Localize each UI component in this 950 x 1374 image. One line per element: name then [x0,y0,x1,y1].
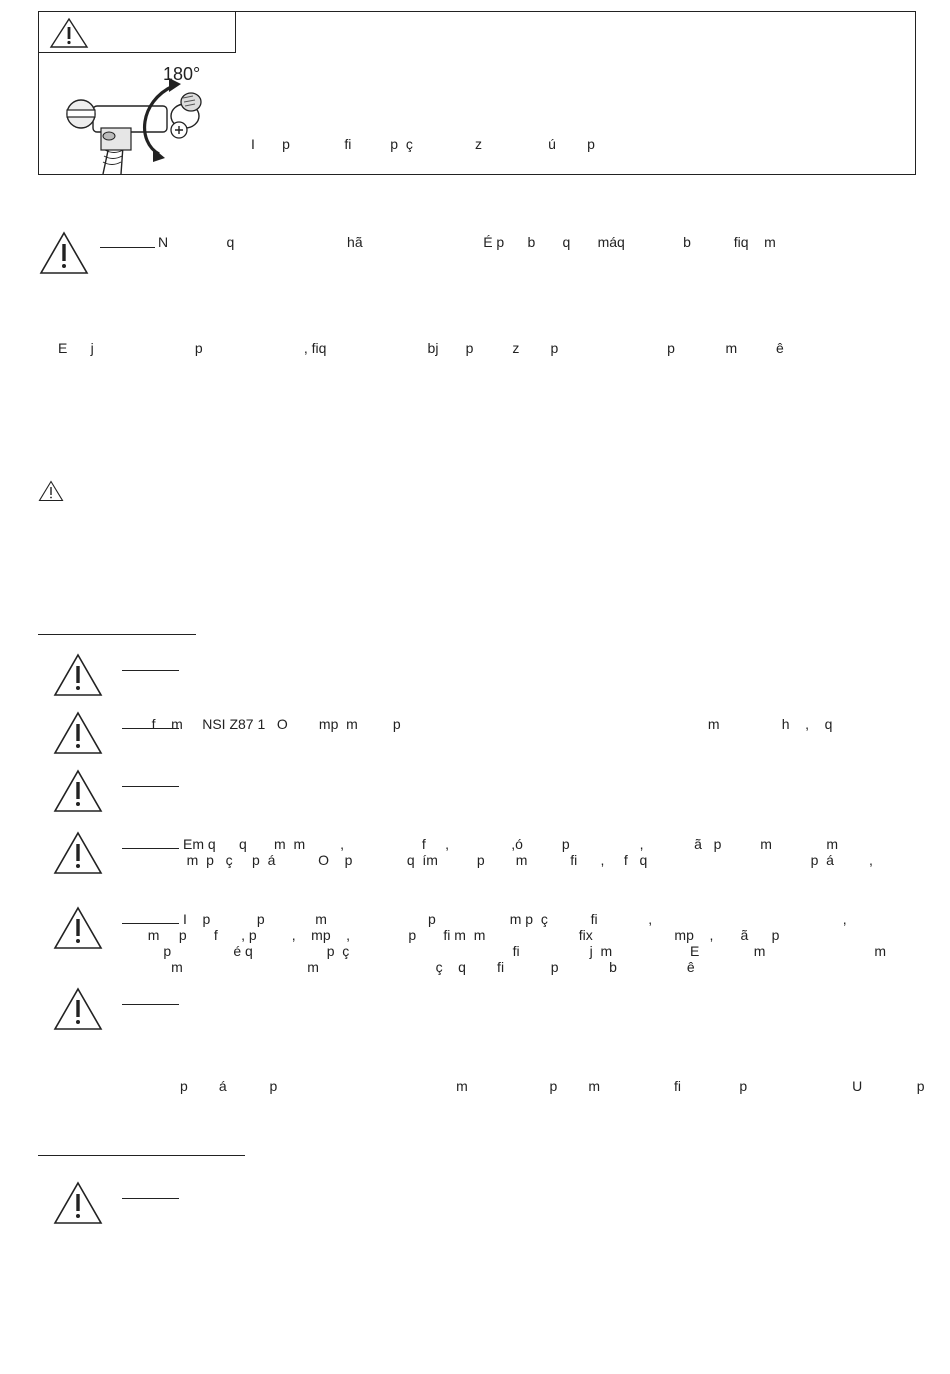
body-paragraph-1: E j p , fiq bj p z p p m ê [58,340,784,356]
section-2-heading-rule [38,1155,245,1156]
warning-underline [122,670,179,671]
rotation-angle-label: 180° [163,64,201,84]
warning-item-text-line: f m NSI Z87 1 O mp m p m h , q [140,716,833,732]
warning-underline [122,1198,179,1199]
warning-item-text-line: m m ç q fi p b ê [140,959,695,975]
small-warning-icon [38,480,64,502]
warning-triangle-icon [52,652,104,698]
warning-item-text-line: Em q q m m , f , ,ó p , ã p m m [183,836,839,852]
warning-tab [39,12,236,53]
warning-text-1: N q hã É p b q máq b fiq m [158,234,776,250]
section-1-heading-rule [38,634,196,635]
warning-triangle-icon [38,230,90,276]
warning-triangle-icon [49,17,89,49]
warning-triangle-icon [52,905,104,951]
warning-triangle-icon [52,768,104,814]
section-1-footer-text: p á p m p m fi p U p [180,1078,925,1094]
warning-triangle-icon [52,1180,104,1226]
warning-item-text-line: p é q p ç fi j m E m m [140,943,887,959]
top-box-caption: I p fi p ç z ú p [251,136,595,152]
warning-triangle-icon [52,986,104,1032]
top-warning-box [38,11,916,175]
warning-item-text-line: m p ç p á O p q ím p m fi , f q p á , [140,852,873,868]
warning-underline [122,1004,179,1005]
warning-underline [122,786,179,787]
warning-underline [122,848,179,849]
warning-triangle-icon [52,710,104,756]
warning-underline [100,247,155,248]
warning-item-text-line: I p p m p m p ç fi , , [183,911,847,927]
warning-triangle-icon [52,830,104,876]
warning-underline [122,923,179,924]
warning-item-text-line: m p f , p , mp , p fi m m fix mp , ã p [140,927,780,943]
